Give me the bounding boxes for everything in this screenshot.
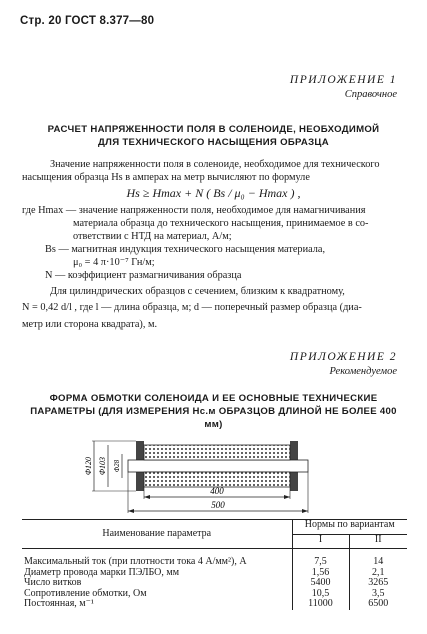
appendix2-heading-2: ПАРАМЕТРЫ (ДЛЯ ИЗМЕРЕНИЯ Hc.м ОБРАЗЦОВ ДЛИНОЙ НЕ БОЛЕЕ 400 мм) xyxy=(30,406,397,430)
row-v1: 5400 xyxy=(292,578,349,589)
where-line-1: где Hmax — значение напряженности поля, необходимое для намагничивания xyxy=(22,205,366,216)
row-v2: 14 xyxy=(349,557,407,568)
row-v2: 3265 xyxy=(349,578,407,589)
intro-line-2: насыщения образца Hs в амперах на метр вычисляют по формуле xyxy=(22,172,310,183)
row-v1: 11000 xyxy=(292,599,349,610)
solenoid-drawing xyxy=(80,427,380,515)
bs-line-2: μ₀ = 4 π·10⁻⁷ Гн/м; xyxy=(73,257,155,268)
parameters-table xyxy=(22,519,407,610)
cyl-line-1: Для цилиндрических образцов с сечением, близким к квадратному, xyxy=(50,286,345,297)
row-name: Диаметр провода марки ПЭЛБО, мм xyxy=(24,566,180,578)
row-v1: 7,5 xyxy=(292,557,349,568)
core-tube xyxy=(128,460,308,472)
intro-line-1: Значение напряженности поля в соленоиде, необходимое для технического xyxy=(50,159,380,170)
dim-120-label: Φ120 xyxy=(84,456,93,476)
appendix1-title: ПРИЛОЖЕНИЕ 1 xyxy=(289,74,397,86)
appendix2-title: ПРИЛОЖЕНИЕ 2 xyxy=(289,351,397,363)
dim-28-label: Φ28 xyxy=(113,459,121,473)
dim-103-label: Φ103 xyxy=(98,456,107,476)
dim-400-label: 400 xyxy=(210,486,224,496)
col-variant-2: II xyxy=(349,534,407,549)
row-name: Сопротивление обмотки, Ом xyxy=(24,587,147,599)
table-row xyxy=(22,557,407,568)
col-norms-header: Нормы по вариантам xyxy=(292,520,407,535)
formula: Hs ≥ Hmax + N ( Bs / μ₀ − Hmax ) , xyxy=(126,186,301,200)
cyl-line-2: N = 0,42 d/l , где l — длина образца, м; d — поперечный размер образца (диа- xyxy=(22,302,362,313)
winding-bottom xyxy=(144,472,290,487)
col-param-header: Наименование параметра xyxy=(22,520,292,549)
winding-top xyxy=(144,445,290,460)
row-v1: 10,5 xyxy=(292,589,349,600)
appendix2-heading-1: ФОРМА ОБМОТКИ СОЛЕНОИДА И ЕЕ ОСНОВНЫЕ ТЕХНИЧЕСКИЕ xyxy=(49,393,378,404)
row-v2: 3,5 xyxy=(349,589,407,600)
where-line-2: материала образца до технического насыщения, принимаемое в со- xyxy=(73,218,369,229)
appendix1-subtitle: Справочное xyxy=(344,89,397,100)
n-line: N — коэффициент размагничивания образца xyxy=(45,270,242,281)
cyl-line-3: метр или сторона квадрата), м. xyxy=(22,319,158,330)
bs-line-1: Bs — магнитная индукция технического насыщения материала, xyxy=(45,244,326,255)
row-name: Максимальный ток (при плотности тока 4 А/мм²), А xyxy=(24,556,247,567)
dim-500-label: 500 xyxy=(211,500,225,510)
row-v1: 1,56 xyxy=(292,568,349,579)
appendix1-heading-1: РАСЧЕТ НАПРЯЖЕННОСТИ ПОЛЯ В СОЛЕНОИДЕ, НЕОБХОДИМОЙ xyxy=(47,124,380,135)
where-line-3: ответствии с НТД на материал, А/м; xyxy=(73,231,232,242)
row-v2: 6500 xyxy=(349,599,407,610)
table-row xyxy=(22,599,407,610)
row-name: Число витков xyxy=(24,577,82,589)
col-variant-1: I xyxy=(292,534,349,549)
page-header: Стр. 20 ГОСТ 8.377—80 xyxy=(20,15,155,27)
appendix2-subtitle: Рекомендуемое xyxy=(329,366,397,377)
appendix1-heading-2: ДЛЯ ТЕХНИЧЕСКОГО НАСЫЩЕНИЯ ОБРАЗЦА xyxy=(98,137,329,148)
row-name: Постоянная, м⁻¹ xyxy=(24,598,94,610)
row-v2: 2,1 xyxy=(349,568,407,579)
